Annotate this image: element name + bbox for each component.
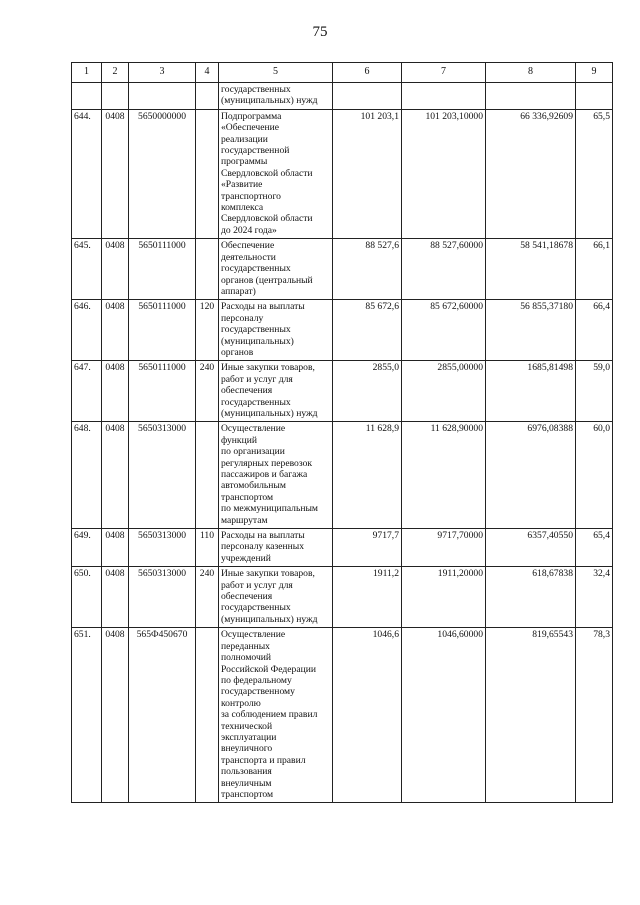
column-header: 3 (129, 63, 196, 83)
amount-col-7: 88 527,60000 (402, 239, 486, 300)
table-row (72, 361, 613, 422)
row-number: 645. (72, 239, 102, 300)
expense-type-code (196, 109, 219, 238)
amount-col-7: 101 203,10000 (402, 109, 486, 238)
row-description: государственных (муниципальных) нужд (219, 83, 333, 110)
amount-col-8: 58 541,18678 (486, 239, 576, 300)
amount-col-6: 88 527,6 (333, 239, 402, 300)
column-header: 1 (72, 63, 102, 83)
percent-col-9: 66,1 (576, 239, 613, 300)
row-description: Подпрограмма «Обеспечение реализации государственной программы Свердловской области «Развитие транспортного комплекса Свердловской области до 2024 года» (219, 109, 333, 238)
amount-col-7: 2855,00000 (402, 361, 486, 422)
row-number: 651. (72, 628, 102, 803)
table-row (72, 529, 613, 567)
row-number: 648. (72, 422, 102, 529)
page-number: 75 (312, 24, 328, 40)
table-header-row (72, 63, 613, 83)
amount-col-7: 1911,20000 (402, 567, 486, 628)
table-row (72, 422, 613, 529)
table-row (72, 628, 613, 803)
row-description: Осуществление функций по организации регулярных перевозок пассажиров и багажа автомобильным транспортом по межмуниципальным маршрутам (219, 422, 333, 529)
section-code: 0408 (102, 567, 129, 628)
percent-col-9: 65,4 (576, 529, 613, 567)
row-number: 647. (72, 361, 102, 422)
expense-type-code: 240 (196, 361, 219, 422)
target-article-code: 5650313000 (129, 529, 196, 567)
row-number (72, 83, 102, 110)
target-article-code: 5650111000 (129, 300, 196, 361)
percent-col-9: 65,5 (576, 109, 613, 238)
column-header: 2 (102, 63, 129, 83)
table-row (72, 109, 613, 238)
percent-col-9: 66,4 (576, 300, 613, 361)
budget-table (71, 62, 613, 803)
row-description: Расходы на выплаты персоналу государственных (муниципальных) органов (219, 300, 333, 361)
amount-col-7: 85 672,60000 (402, 300, 486, 361)
section-code: 0408 (102, 361, 129, 422)
amount-col-8: 66 336,92609 (486, 109, 576, 238)
amount-col-6 (333, 83, 402, 110)
column-header: 9 (576, 63, 613, 83)
column-header: 5 (219, 63, 333, 83)
amount-col-8: 819,65543 (486, 628, 576, 803)
target-article-code: 5650313000 (129, 422, 196, 529)
row-description: Иные закупки товаров, работ и услуг для обеспечения государственных (муниципальных) нужд (219, 567, 333, 628)
target-article-code: 5650000000 (129, 109, 196, 238)
percent-col-9: 59,0 (576, 361, 613, 422)
expense-type-code (196, 239, 219, 300)
percent-col-9 (576, 83, 613, 110)
column-header: 6 (333, 63, 402, 83)
percent-col-9: 32,4 (576, 567, 613, 628)
section-code: 0408 (102, 628, 129, 803)
row-number: 650. (72, 567, 102, 628)
amount-col-8: 56 855,37180 (486, 300, 576, 361)
amount-col-8: 6357,40550 (486, 529, 576, 567)
amount-col-6: 1046,6 (333, 628, 402, 803)
target-article-code (129, 83, 196, 110)
amount-col-6: 101 203,1 (333, 109, 402, 238)
amount-col-8: 618,67838 (486, 567, 576, 628)
amount-col-6: 9717,7 (333, 529, 402, 567)
section-code: 0408 (102, 529, 129, 567)
amount-col-8 (486, 83, 576, 110)
row-description: Иные закупки товаров, работ и услуг для обеспечения государственных (муниципальных) нужд (219, 361, 333, 422)
percent-col-9: 60,0 (576, 422, 613, 529)
row-description: Осуществление переданных полномочий Российской Федерации по федеральному государственному контролю за соблюдением правил технической эксплуатации внеуличного транспорта и правил пользования внеуличным транспортом (219, 628, 333, 803)
target-article-code: 5650111000 (129, 239, 196, 300)
amount-col-7 (402, 83, 486, 110)
column-header: 4 (196, 63, 219, 83)
row-number: 644. (72, 109, 102, 238)
amount-col-7: 11 628,90000 (402, 422, 486, 529)
expense-type-code: 120 (196, 300, 219, 361)
table-row (72, 239, 613, 300)
amount-col-6: 1911,2 (333, 567, 402, 628)
target-article-code: 5650111000 (129, 361, 196, 422)
expense-type-code (196, 422, 219, 529)
amount-col-7: 1046,60000 (402, 628, 486, 803)
percent-col-9: 78,3 (576, 628, 613, 803)
row-description: Расходы на выплаты персоналу казенных учреждений (219, 529, 333, 567)
target-article-code: 5650313000 (129, 567, 196, 628)
amount-col-8: 6976,08388 (486, 422, 576, 529)
table-row (72, 567, 613, 628)
row-number: 649. (72, 529, 102, 567)
section-code: 0408 (102, 239, 129, 300)
amount-col-6: 11 628,9 (333, 422, 402, 529)
table-row (72, 83, 613, 110)
amount-col-6: 2855,0 (333, 361, 402, 422)
expense-type-code: 240 (196, 567, 219, 628)
section-code: 0408 (102, 109, 129, 238)
target-article-code: 565Ф450670 (129, 628, 196, 803)
amount-col-7: 9717,70000 (402, 529, 486, 567)
section-code: 0408 (102, 422, 129, 529)
expense-type-code (196, 83, 219, 110)
section-code (102, 83, 129, 110)
column-header: 7 (402, 63, 486, 83)
column-header: 8 (486, 63, 576, 83)
row-number: 646. (72, 300, 102, 361)
amount-col-8: 1685,81498 (486, 361, 576, 422)
amount-col-6: 85 672,6 (333, 300, 402, 361)
section-code: 0408 (102, 300, 129, 361)
expense-type-code (196, 628, 219, 803)
expense-type-code: 110 (196, 529, 219, 567)
table-row (72, 300, 613, 361)
row-description: Обеспечение деятельности государственных органов (центральный аппарат) (219, 239, 333, 300)
